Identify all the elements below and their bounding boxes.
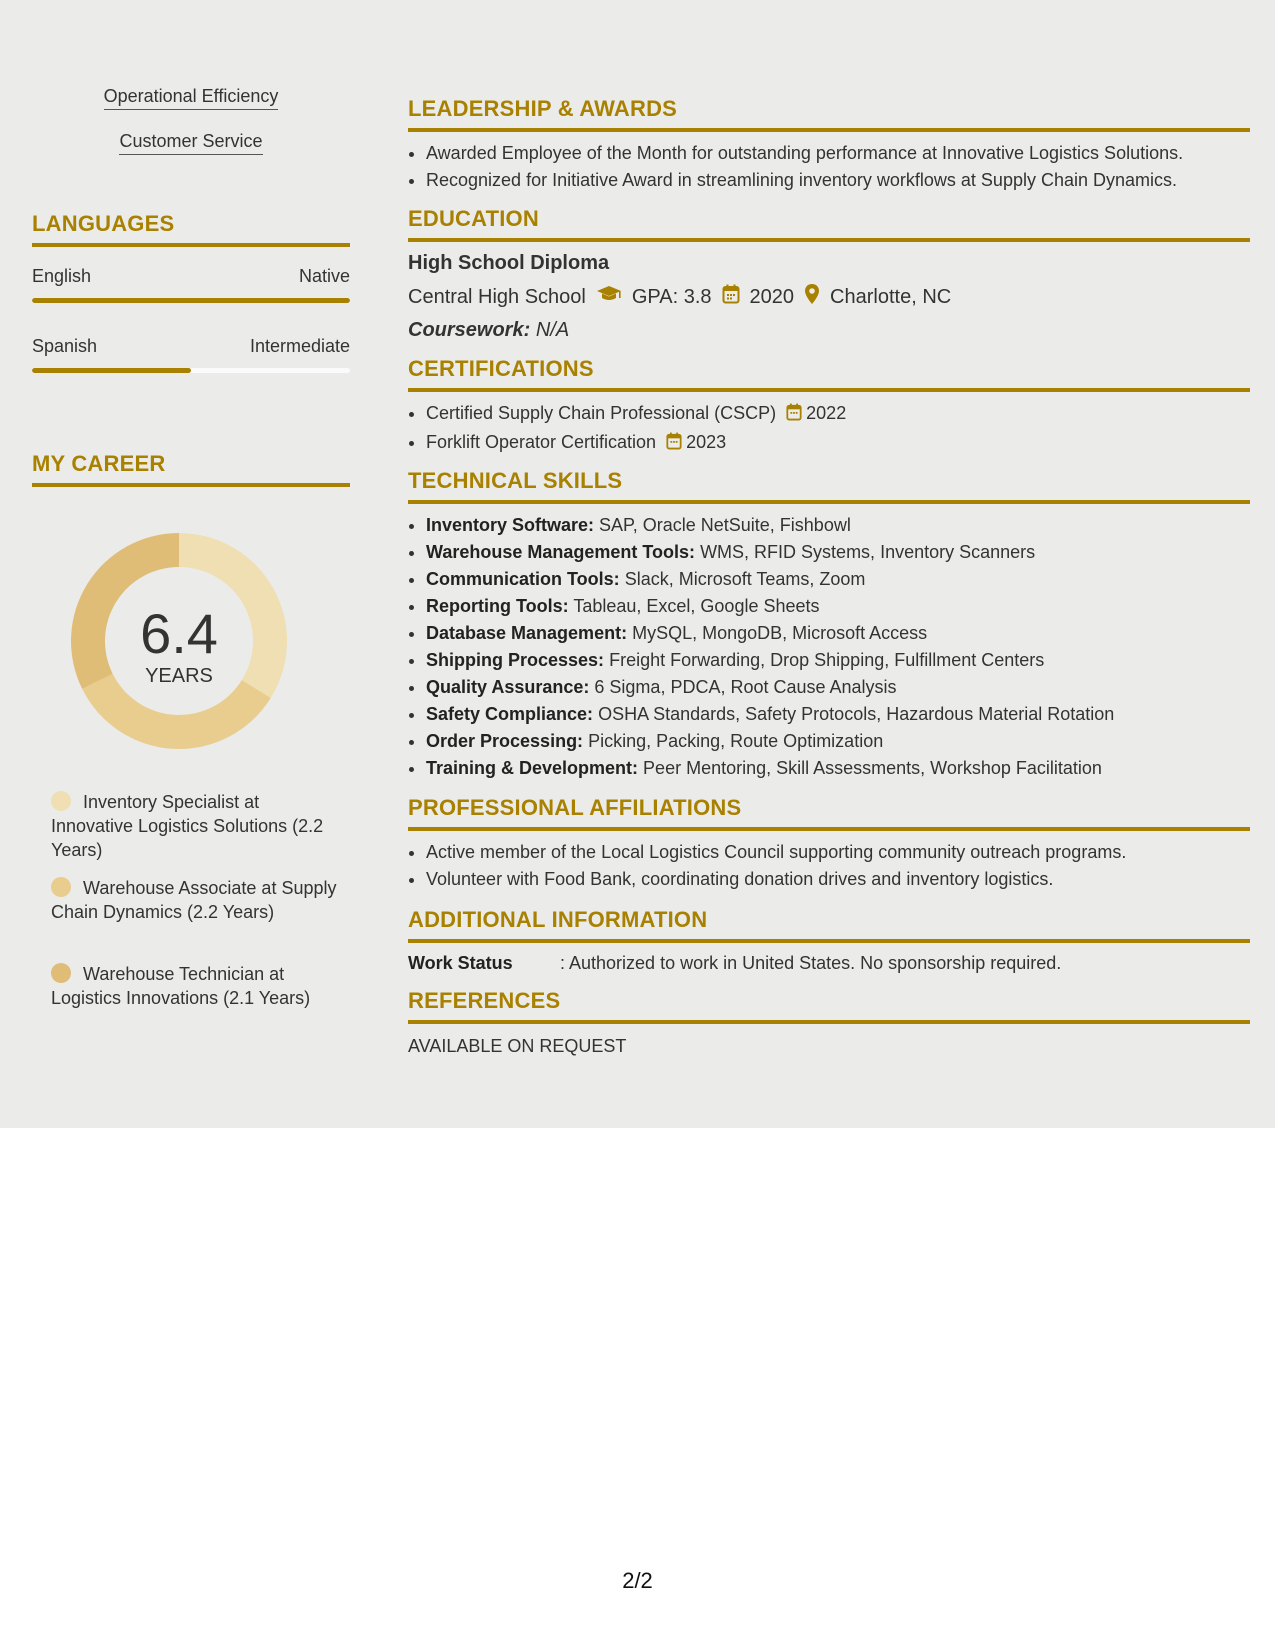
education-location: Charlotte, NC [830,285,952,308]
language-name: English [32,266,92,286]
additional-info-heading: ADDITIONAL INFORMATION [408,907,1250,943]
career-donut-chart [66,528,292,754]
skill-value: Freight Forwarding, Drop Shipping, Fulfillment Centers [609,650,1045,670]
skill-link-operational-efficiency[interactable]: Operational Efficiency [32,86,350,107]
certification-name: Certified Supply Chain Professional (CSCP) [426,403,777,423]
calendar-icon [666,431,682,458]
work-status-value: : Authorized to work in United States. No sponsorship required. [560,953,1062,973]
leadership-heading: LEADERSHIP & AWARDS [408,96,1250,132]
certification-year: 2022 [806,403,847,423]
skill-label: Reporting Tools: [426,596,569,616]
skill-value: Tableau, Excel, Google Sheets [573,596,820,616]
career-total-value: 6.4 [140,602,218,665]
language-bar-spanish [32,368,350,373]
career-entry-label: Warehouse Associate at Supply Chain Dynamics (2.2 Years) [51,878,337,922]
calendar-icon [722,284,740,310]
work-status-row [408,953,1250,974]
affiliation-item: • Active member of the Local Logistics Council supporting community outreach programs. [426,839,1250,866]
skill-value: Peer Mentoring, Skill Assessments, Workshop Facilitation [643,758,1102,778]
certification-year: 2023 [686,432,727,452]
skill-item [426,566,1250,593]
certification-item [426,429,1250,458]
skill-item [426,701,1250,728]
education-gpa: GPA: 3.8 [631,285,712,308]
skill-item [426,539,1250,566]
skill-item [426,593,1250,620]
coursework-value: N/A [535,319,570,341]
skill-value: 6 Sigma, PDCA, Root Cause Analysis [594,677,897,697]
graduation-cap-icon [596,285,622,309]
skill-link-customer-service[interactable]: Customer Service [32,131,350,152]
technical-skills-section [408,468,1250,782]
certifications-section [408,356,1250,458]
languages-heading: LANGUAGES [32,211,350,247]
leadership-item: • Awarded Employee of the Month for outstanding performance at Innovative Logistics Solutions. [426,140,1250,167]
skill-item [426,620,1250,647]
language-bar-fill [32,368,191,373]
skill-label: Shipping Processes: [426,650,605,670]
language-level: Native [298,266,350,286]
affiliations-section [408,795,1250,893]
skill-value: SAP, Oracle NetSuite, Fishbowl [599,515,851,535]
map-pin-icon [804,283,820,311]
language-row-english [32,266,350,287]
skill-label: Quality Assurance: [426,677,590,697]
skill-item [426,512,1250,539]
education-details [408,283,1250,311]
skill-item [426,728,1250,755]
affiliation-item: • Volunteer with Food Bank, coordinating donation drives and inventory logistics. [426,866,1250,893]
skill-item [426,647,1250,674]
certifications-heading: CERTIFICATIONS [408,356,1250,392]
education-year: 2020 [749,285,795,308]
career-entry [51,790,341,862]
calendar-icon [786,402,802,429]
affiliations-heading: PROFESSIONAL AFFILIATIONS [408,795,1250,831]
leadership-item: • Recognized for Initiative Award in streamlining inventory workflows at Supply Chain Dynamics. [426,167,1250,194]
technical-skills-heading: TECHNICAL SKILLS [408,468,1250,504]
education-school: Central High School [408,285,586,308]
language-name: Spanish [32,336,98,356]
skill-label: Communication Tools: [426,569,620,589]
education-coursework [408,319,1250,342]
career-legend-dot [51,791,71,811]
skill-value: Slack, Microsoft Teams, Zoom [624,569,866,589]
leadership-section [408,96,1250,194]
skill-value: OSHA Standards, Safety Protocols, Hazardous Material Rotation [598,704,1115,724]
page-number: 2/2 [622,1568,653,1593]
language-bar-english [32,298,350,303]
references-section [408,988,1250,1057]
additional-info-section [408,907,1250,974]
career-total-unit: YEARS [145,665,213,687]
skill-item [426,674,1250,701]
skill-value: MySQL, MongoDB, Microsoft Access [632,623,928,643]
references-heading: REFERENCES [408,988,1250,1024]
education-section [408,206,1250,342]
language-bar-fill [32,298,350,303]
skill-label: Safety Compliance: [426,704,594,724]
skill-label: Training & Development: [426,758,639,778]
career-legend-dot [51,877,71,897]
work-status-label: Work Status [408,953,513,973]
education-heading: EDUCATION [408,206,1250,242]
career-entry [51,962,341,1010]
skill-value: Picking, Packing, Route Optimization [588,731,884,751]
skill-value: WMS, RFID Systems, Inventory Scanners [700,542,1036,562]
certification-name: Forklift Operator Certification [426,432,657,452]
career-entry-label: Warehouse Technician at Logistics Innovations (2.1 Years) [51,964,311,1008]
skill-label: Order Processing: [426,731,584,751]
certification-item [426,400,1250,429]
career-entry-label: Inventory Specialist at Innovative Logistics Solutions (2.2 Years) [51,792,324,860]
education-degree: High School Diploma [408,252,610,274]
skill-label: Database Management: [426,623,628,643]
references-text: AVAILABLE ON REQUEST [408,1036,627,1056]
language-row-spanish [32,336,350,357]
career-entry [51,876,341,924]
coursework-label: Coursework: [408,319,531,341]
language-level: Intermediate [249,336,350,356]
skill-label: Inventory Software: [426,515,595,535]
career-legend-dot [51,963,71,983]
career-heading: MY CAREER [32,451,350,487]
skill-item [426,755,1250,782]
skill-label: Warehouse Management Tools: [426,542,696,562]
